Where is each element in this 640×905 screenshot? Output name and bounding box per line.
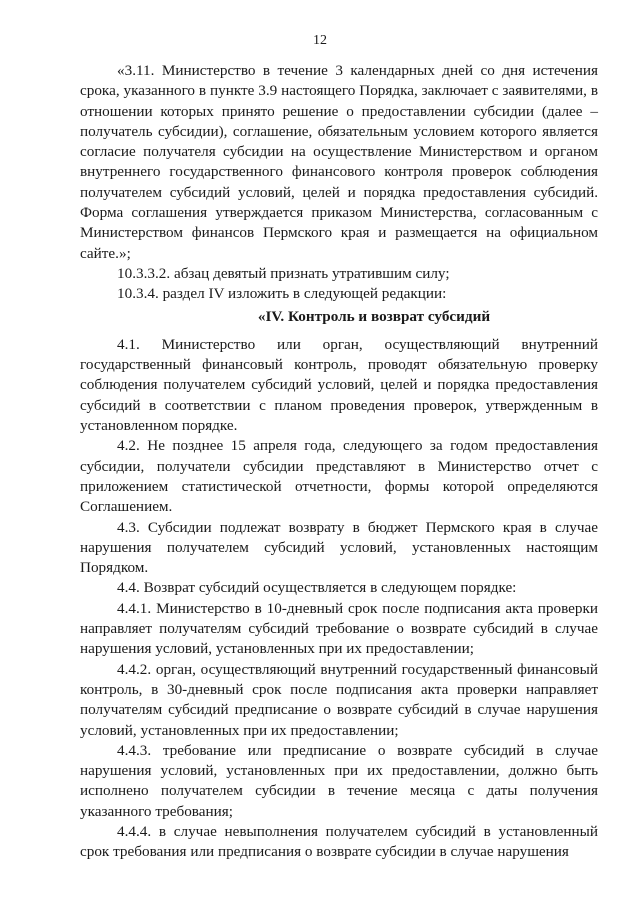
document-body (80, 61, 598, 863)
paragraph-10-3-4: 10.3.4. раздел IV изложить в следующей редакции: (117, 285, 447, 303)
paragraph-3-11: «3.11. Министерство в течение 3 календарных дней со дня истечения срока, указанного в пункте 3.9 настоящего Порядка, заключает с заявителями, в отношении которых принято решение о предоставлении субсидии (далее – получатель субсидии), соглашение, обязательным условием которого является согласие получателя субсидии на осуществление Министерством и органом внутреннего государственного финансового контроля проверок соблюдения получателем субсидий условий, целей и порядка предоставления субсидий. Форма соглашения утверждается приказом Министерства, согласованным с Министерством финансов Пермского края и размещается на официальном сайте.»; (80, 62, 598, 262)
paragraph-10-3-3-2: 10.3.3.2. абзац девятый признать утратившим силу; (117, 264, 450, 282)
paragraph-4-4-3: 4.4.3. требование или предписание о возврате субсидий в случае нарушения условий, установленных при их предоставлении, должно быть исполнено получателем субсидии в течение месяца с даты получения указанного требования; (80, 741, 598, 820)
section-heading: «IV. Контроль и возврат субсидий (257, 307, 491, 325)
paragraph-4-3: 4.3. Субсидии подлежат возврату в бюджет Пермского края в случае нарушения получателем субсидий условий, установленных настоящим Порядком. (80, 518, 598, 577)
paragraph-4-1: 4.1. Министерство или орган, осуществляющий внутренний государственный финансовый контроль, проводят обязательную проверку соблюдения получателем субсидий условий, целей и порядка предоставления субсидий в соответствии с планом проведения проверок, утвержденным в установленном порядке. (80, 335, 598, 435)
paragraph-4-4: 4.4. Возврат субсидий осуществляется в следующем порядке: (117, 579, 517, 597)
page-number: 12 (313, 33, 327, 48)
paragraph-4-4-2: 4.4.2. орган, осуществляющий внутренний государственный финансовый контроль, в 30-дневный срок после подписания акта проверки направляет получателям субсидий предписание о возврате субсидий в случае нарушения условий, установленных при их предоставлении; (80, 660, 598, 739)
paragraph-4-4-4: 4.4.4. в случае невыполнения получателем субсидий в установленный срок требования или предписания о возврате субсидии в случае нарушения (80, 822, 598, 861)
paragraph-4-4-1: 4.4.1. Министерство в 10-дневный срок после подписания акта проверки направляет получателям субсидий требование о возврате субсидий в случае нарушения условий, установленных при их предоставлении; (80, 599, 598, 658)
paragraph-4-2: 4.2. Не позднее 15 апреля года, следующего за годом предоставления субсидии, получатели субсидии представляют в Министерство отчет с приложением статистической отчетности, формы которой определяются Соглашением. (80, 437, 598, 516)
